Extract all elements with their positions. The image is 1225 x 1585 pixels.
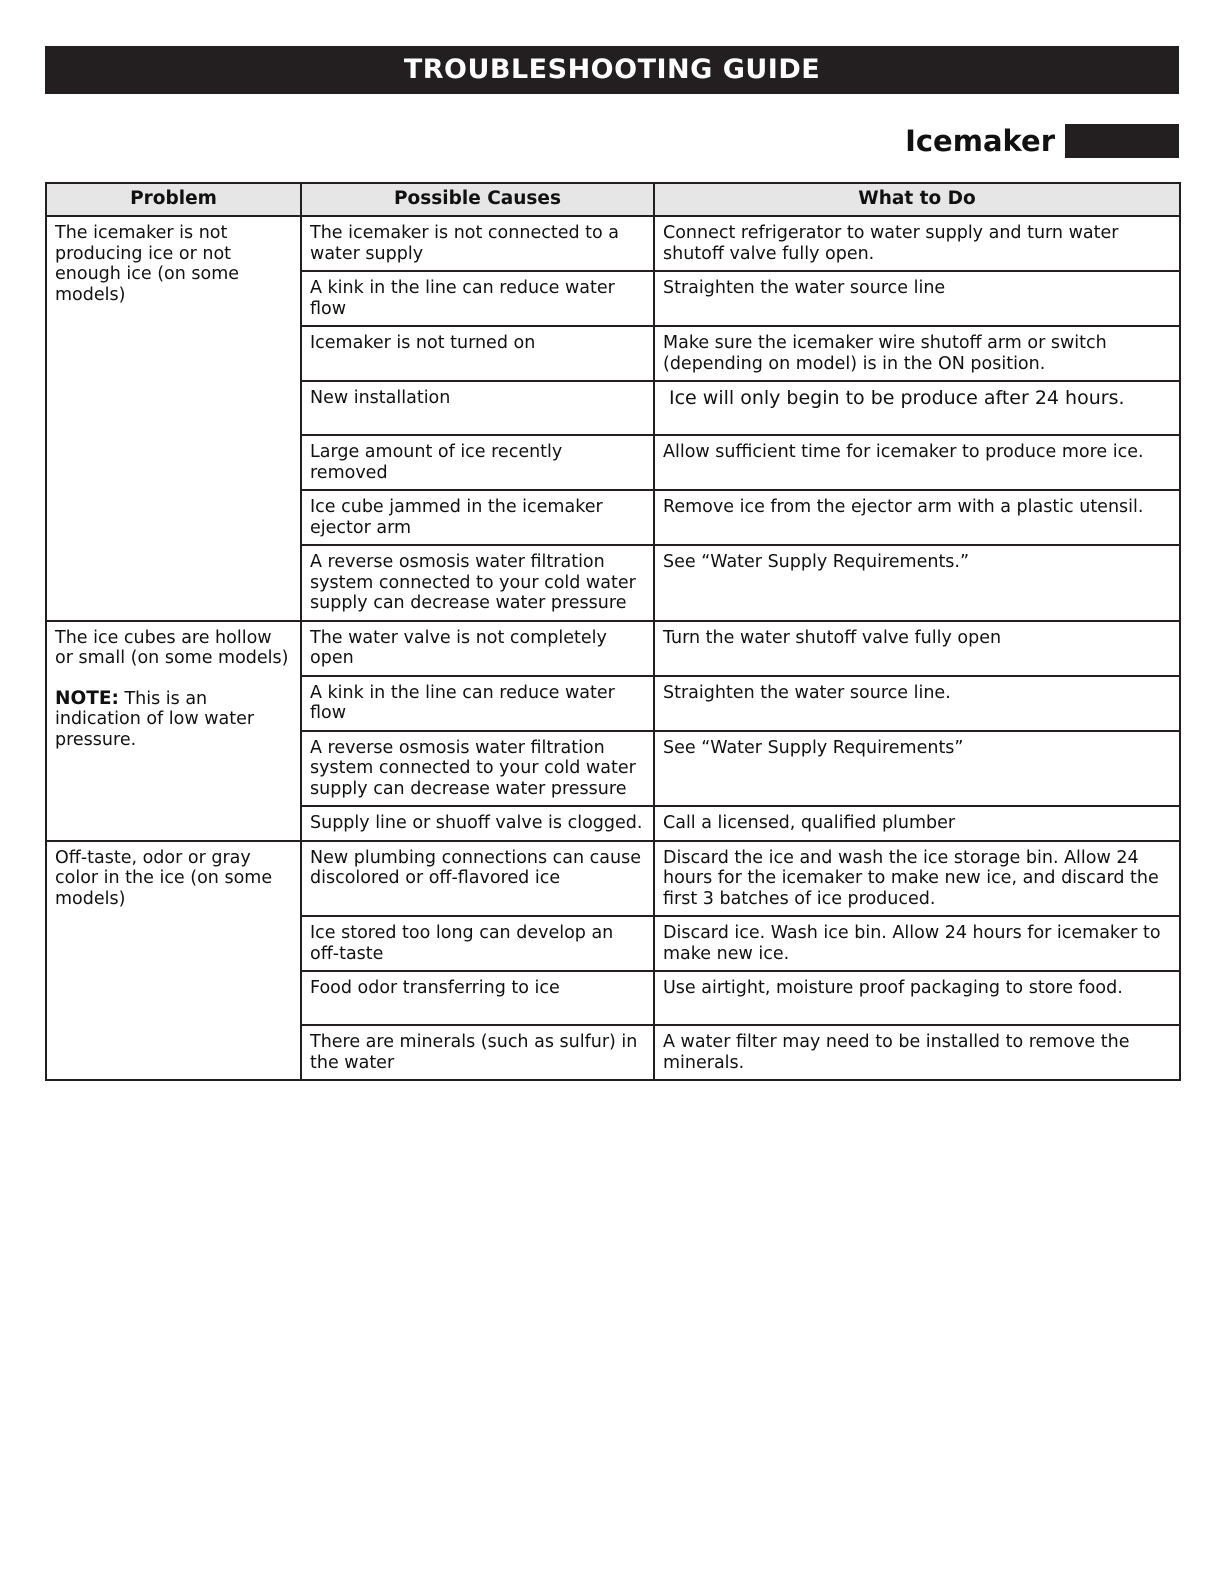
action-cell: Connect refrigerator to water supply and turn water shutoff valve fully open. <box>654 216 1180 271</box>
problem-cell <box>46 621 301 841</box>
problem-text: Off-taste, odor or gray color in the ice (on some models) <box>55 847 273 909</box>
cause-cell: New plumbing connections can cause discolored or off-flavored ice <box>301 841 654 917</box>
cause-cell: A reverse osmosis water filtration system connected to your cold water supply can decrease water pressure <box>301 545 654 621</box>
header-problem: Problem <box>46 183 301 216</box>
action-cell: Make sure the icemaker wire shutoff arm or switch (depending on model) is in the ON position. <box>654 326 1180 381</box>
table-header-row <box>46 183 1180 216</box>
action-cell: Remove ice from the ejector arm with a plastic utensil. <box>654 490 1180 545</box>
cause-cell: A kink in the line can reduce water flow <box>301 271 654 326</box>
cause-cell: There are minerals (such as sulfur) in the water <box>301 1025 654 1080</box>
action-cell: Discard ice. Wash ice bin. Allow 24 hours for icemaker to make new ice. <box>654 916 1180 971</box>
header-what-to-do: What to Do <box>654 183 1180 216</box>
action-cell: Straighten the water source line. <box>654 676 1180 731</box>
cause-cell: The water valve is not completely open <box>301 621 654 676</box>
page-title: TROUBLESHOOTING GUIDE <box>45 46 1179 94</box>
cause-cell: Supply line or shuoff valve is clogged. <box>301 806 654 841</box>
note-label: NOTE: <box>55 687 119 709</box>
action-cell: Discard the ice and wash the ice storage bin. Allow 24 hours for the icemaker to make new ice, and discard the first 3 batches of ice produced. <box>654 841 1180 917</box>
section-marker-block <box>1065 124 1179 158</box>
problem-cell <box>46 841 301 1081</box>
cause-cell: Food odor transferring to ice <box>301 971 654 1025</box>
cause-cell: Large amount of ice recently removed <box>301 435 654 490</box>
table-row <box>46 216 1180 271</box>
problem-cell <box>46 216 301 621</box>
troubleshooting-table <box>45 182 1181 1081</box>
action-cell: See “Water Supply Requirements” <box>654 731 1180 807</box>
cause-cell: The icemaker is not connected to a water supply <box>301 216 654 271</box>
note <box>55 689 292 751</box>
problem-text: The ice cubes are hollow or small (on some models) <box>55 627 289 668</box>
cause-cell: New installation <box>301 381 654 435</box>
table-row <box>46 621 1180 676</box>
cause-cell: Ice stored too long can develop an off-taste <box>301 916 654 971</box>
table-row <box>46 841 1180 917</box>
section-title: Icemaker <box>905 124 1055 158</box>
cause-cell: A reverse osmosis water filtration system connected to your cold water supply can decrease water pressure <box>301 731 654 807</box>
problem-text: The icemaker is not producing ice or not enough ice (on some models) <box>55 223 240 305</box>
section-heading <box>905 123 1179 159</box>
cause-cell: Icemaker is not turned on <box>301 326 654 381</box>
action-cell: Turn the water shutoff valve fully open <box>654 621 1180 676</box>
action-cell: Straighten the water source line <box>654 271 1180 326</box>
action-cell: Use airtight, moisture proof packaging to store food. <box>654 971 1180 1025</box>
action-cell: Allow sufficient time for icemaker to produce more ice. <box>654 435 1180 490</box>
cause-cell: Ice cube jammed in the icemaker ejector arm <box>301 490 654 545</box>
note-text: This is an indication of low water pressure. <box>55 688 255 750</box>
cause-cell: A kink in the line can reduce water flow <box>301 676 654 731</box>
action-cell: See “Water Supply Requirements.” <box>654 545 1180 621</box>
action-cell: Call a licensed, qualified plumber <box>654 806 1180 841</box>
header-possible-causes: Possible Causes <box>301 183 654 216</box>
action-cell: A water filter may need to be installed to remove the minerals. <box>654 1025 1180 1080</box>
action-cell: Ice will only begin to be produce after 24 hours. <box>654 381 1180 435</box>
